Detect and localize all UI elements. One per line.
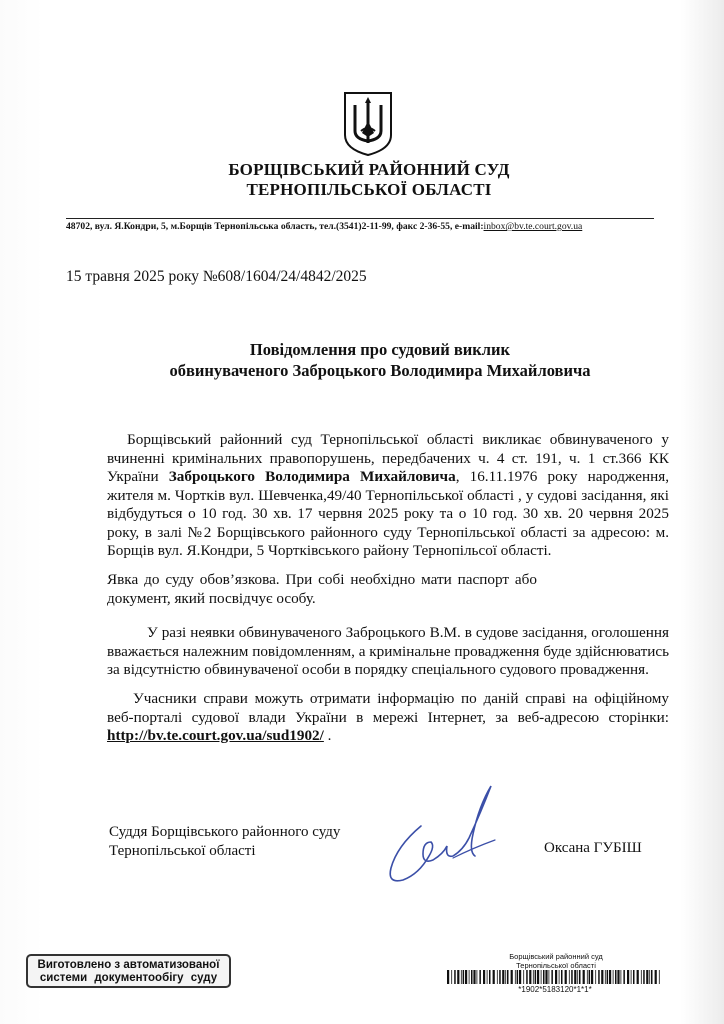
barcode-bar — [487, 970, 488, 984]
barcode-bar — [471, 970, 473, 984]
barcode-bar — [621, 970, 622, 984]
barcode-bar — [517, 970, 519, 984]
barcode-bar — [565, 970, 567, 984]
barcode-bar — [479, 970, 481, 984]
barcode-bar — [489, 970, 491, 984]
barcode-bar — [447, 970, 449, 984]
barcode-org-line1: Борщівський районний суд — [509, 952, 603, 961]
barcode-bar — [469, 970, 470, 984]
barcode-bar — [483, 970, 485, 984]
barcode-bar — [623, 970, 625, 984]
barcode-bar — [637, 970, 639, 984]
barcode-bar — [511, 970, 513, 984]
court-name-line1: БОРЩІВСЬКИЙ РАЙОННИЙ СУД — [228, 160, 510, 179]
barcode-bar — [499, 970, 501, 984]
barcode-bar — [598, 970, 600, 984]
barcode-bar — [477, 970, 478, 984]
barcode-bar — [615, 970, 617, 984]
judge-title-line2: Тернопільської області — [109, 843, 256, 859]
barcode-bar — [515, 970, 516, 984]
barcode-bar — [613, 970, 614, 984]
barcode-bar — [607, 970, 609, 984]
barcode-bar — [535, 970, 537, 984]
barcode-bar — [551, 970, 553, 984]
barcode-bar — [649, 970, 650, 984]
handwritten-signature — [383, 776, 501, 894]
judge-name: Оксана ГУБІШ — [544, 840, 642, 856]
email-link[interactable]: inbox@bv.te.court.gov.ua — [483, 221, 583, 232]
paragraph-info — [107, 690, 669, 746]
barcode-bar — [571, 970, 573, 984]
barcode-bar — [655, 970, 657, 984]
barcode-bar — [574, 970, 576, 984]
barcode-bar — [591, 970, 593, 984]
barcode-bar — [523, 970, 524, 984]
court-address — [66, 221, 686, 232]
barcode-bar — [507, 970, 509, 984]
barcode-bar — [559, 970, 560, 984]
defendant-name: Заброцького Володимира Михайловича — [168, 468, 456, 485]
stamp-line1: Виготовлено з автоматизованої — [37, 959, 220, 971]
barcode-bar — [529, 970, 531, 984]
barcode-bar — [587, 970, 588, 984]
barcode-bar — [659, 970, 660, 984]
barcode-bar — [545, 970, 547, 984]
header-divider — [66, 218, 654, 219]
barcode-bar — [605, 970, 606, 984]
paragraph-summons-end: , 16.11.1976 року народження, жителя м. Чортків вул. Шевченка,49/40 Тернопільської області , у судові засідання, які відбудуться о 10 год. 30 хв. 17 червня 2025 року та о 10 год. 30 хв. 20 червня 2025 року, в залі №2 Борщівського районного суду Тернопільської області за адресою: м. Борщів вул. Я.Кондри, 5 Чортківського району Тернопільсої області. — [107, 468, 669, 559]
judge-title-line1: Суддя Борщівського районного суду — [109, 824, 341, 840]
info-text: Учасники справи можуть отримати інформацію по даній справі на офіційному веб-порталі судової влади України в мережі Інтернет, за веб-адресою сторінки: — [107, 690, 669, 726]
barcode-bar — [617, 970, 619, 984]
automation-stamp — [26, 954, 231, 988]
barcode-bar — [651, 970, 653, 984]
barcode-bar — [465, 970, 467, 984]
absence-text: У разі неявки обвинуваченого Заброцького В.М. в судове засідання, оголошення вважається належним повідомленням, а кримінальне провадження буде здійснюватись за відсутністю обвинуваченої особи в порядку спеціального судового провадження. — [107, 624, 670, 678]
paragraph-summons-start: Борщівський районний суд Тернопільської області викликає обвинуваченого у вчиненні кримінальних правопорушень, передбачених ч. 4 ст. 191, ч. 1 ст.366 КК України — [107, 431, 669, 485]
judge-title — [109, 823, 340, 861]
barcode-bar — [519, 970, 521, 984]
barcode-bar — [609, 970, 611, 984]
trident-coat-of-arms-icon — [343, 91, 393, 157]
barcode-bar — [541, 970, 542, 984]
paragraph-absence — [107, 624, 669, 680]
barcode-bar — [569, 970, 570, 984]
barcode-bar — [643, 970, 645, 984]
barcode-bar — [633, 970, 635, 984]
barcode-number: *1902*5183120*1*1* — [518, 985, 592, 994]
barcode-bar — [627, 970, 629, 984]
barcode-bar — [502, 970, 504, 984]
notice-title-line2: обвинуваченого Заброцького Володимира Михайловича — [169, 361, 591, 380]
barcode-bar — [561, 970, 563, 984]
stamp-line2: системи документообігу суду — [39, 972, 218, 984]
document-barcode — [447, 970, 662, 984]
barcode-bar — [543, 970, 545, 984]
attendance-text: Явка до суду обов’язкова. При собі необхідно мати паспорт або документ, який посвідчує особу. — [107, 571, 537, 607]
barcode-bar — [454, 970, 456, 984]
barcode-bar — [641, 970, 642, 984]
info-text-end: . — [323, 727, 332, 744]
barcode-bar — [646, 970, 648, 984]
court-website-link[interactable]: http://bv.te.court.gov.ua/sud1902/ — [107, 727, 324, 744]
barcode-bar — [473, 970, 475, 984]
barcode-bar — [497, 970, 498, 984]
barcode-bar — [451, 970, 452, 984]
court-name-line2: ТЕРНОПІЛЬСЬКОЇ ОБЛАСТІ — [246, 180, 492, 199]
barcode-bar — [533, 970, 534, 984]
barcode-bar — [537, 970, 539, 984]
barcode-bar — [631, 970, 632, 984]
paragraph-attendance — [107, 571, 669, 608]
barcode-bar — [461, 970, 462, 984]
barcode-bar — [457, 970, 459, 984]
barcode-bar — [601, 970, 603, 984]
barcode-bar — [555, 970, 557, 984]
barcode-bar — [526, 970, 528, 984]
barcode-org-line2: Тернопільської області — [516, 961, 596, 970]
barcode-bar — [549, 970, 550, 984]
barcode-bar — [463, 970, 465, 984]
barcode-organization — [496, 952, 616, 970]
notice-title-line1: Повідомлення про судовий виклик — [249, 340, 511, 359]
barcode-bar — [577, 970, 578, 984]
barcode-bar — [505, 970, 506, 984]
barcode-bar — [583, 970, 585, 984]
document-reference: 15 травня 2025 року №608/1604/24/4842/2025 — [66, 268, 367, 285]
address-text: 48702, вул. Я.Кондри, 5, м.Борщів Тернопільська область, тел.(3541)2-11-99, факс 2-36-55, e-mail: — [66, 221, 484, 232]
barcode-bar — [579, 970, 581, 984]
barcode-bar — [595, 970, 596, 984]
barcode-bar — [589, 970, 591, 984]
barcode-bar — [493, 970, 495, 984]
paragraph-summons — [107, 431, 669, 561]
